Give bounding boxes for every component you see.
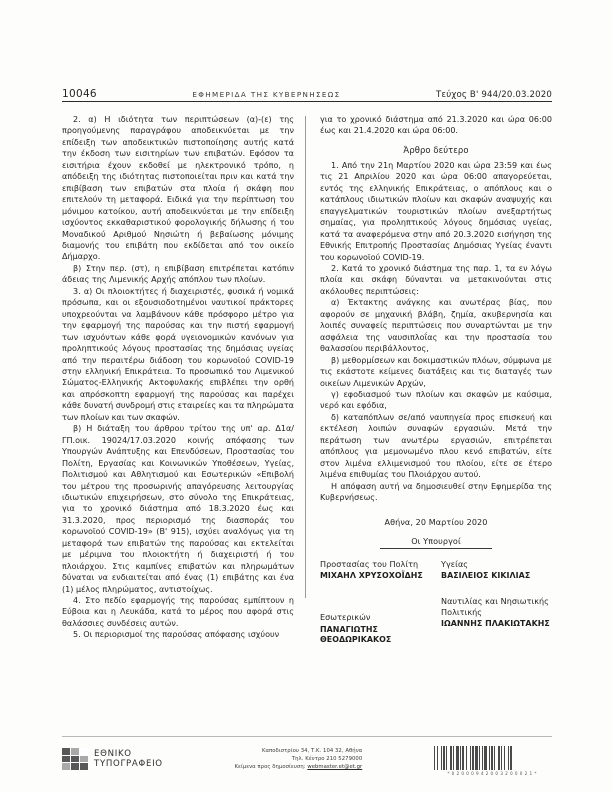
right-column: [302, 114, 552, 645]
signatory: [320, 560, 431, 582]
paragraph: 2. α) Η ιδιότητα των περιπτώσεων (α)-(ε) της προηγούμενης παραγράφου αποδεικνύεται με την επίδειξη των αποδεικτικών πιστοποίησης αυτής κατά την έκδοση των εισιτηρίων των επιβατών. Εφόσον τα εισιτήρια έχουν εκδοθεί με ηλεκτρονικό τρόπο, η απόδειξη της ιδιότητας πιστοποιείται πριν και κατά την επιβίβαση των επιβατών στα πλοία ή σκάφη που επιτελούν τη μεταφορά. Ειδικά για την περίπτωση του μόνιμου κατοίκου, αυτή αποδεικνύεται με την επίδειξη ισχύοντος εκκαθαριστικού φορολογικής δήλωσης ή του Μοναδικού Αριθμού Νησιώτη ή βεβαίωσης μόνιμης διαμονής του επιβάτη που εκδίδεται από τον οικείο Δήμαρχο.: [62, 115, 294, 262]
paragraph-continuation: για το χρονικό διάστημα από 21.3.2020 και ώρα 06:00 έως και 21.4.2020 και ώρα 06:00.: [320, 115, 552, 136]
national-printing-house-logo: [62, 744, 163, 770]
signatory-role: Προστασίας του Πολίτη: [320, 559, 419, 569]
issue-reference: Τεύχος Β' 944/20.03.2020: [436, 90, 552, 100]
page-footer: [62, 744, 552, 786]
signatory-name: ΜΙΧΑΗΛ ΧΡΥΣΟΧΟΪΔΗΣ: [320, 570, 423, 580]
signatory: [441, 560, 552, 582]
paragraph: δ) καταπόπλων σε/από ναυπηγεία προς επισκευή και εκτέλεση λοιπών συναφών εργασιών. Μετά την περάτωση των ανωτέρω εργασιών, επιτρέπεται απόπλους για μεμονωμένο πλου κενό επιβατών, είτε στον λιμένα ελλιμενισμού του πλοίου, είτε σε έτερο λιμένα επιθυμίας του Πλοιάρχου αυτού.: [320, 412, 552, 480]
footer-address: Καποδιστρίου 34, Τ.Κ. 104 32, Αθήνα: [261, 748, 363, 754]
paragraph: β) Η διάταξη του άρθρου τρίτου της υπ' αρ. Δ1α/ΓΠ.οικ. 19024/17.03.2020 κοινής απόφασης των Υπουργών Ανάπτυξης και Επενδύσεων, Προστασίας του Πολίτη, Εργασίας και Κοινωνικών Υποθέσεων, Υγείας, Πολιτισμού και Αθλητισμού και Εσωτερικών «Επιβολή του μέτρου της προσωρινής απαγόρευσης λειτουργίας ιδιωτικών επιχειρήσεων, στο σύνολο της Επικράτειας, για το χρονικό διάστημα από 18.3.2020 έως και 31.3.2020, προς περιορισμό της διασποράς του κορωνοϊού COVID-19» (Β' 915), ισχύει αναλόγως για τη μεταφορά των επιβατών της παρούσας και εκτελείται με μέριμνα του πλοιοκτήτη ή διαχειριστή ή του πλοιάρχου. Στις καμπίνες επιβατών και πληρωμάτων δύναται να ενδιαιτείται από ένας (1) επιβάτης και ένα (1) μέλος πληρώματος, αντιστοίχως.: [62, 424, 294, 594]
signatory-role: Εσωτερικών: [320, 613, 371, 623]
gazette-title: ΕΦΗΜΕΡΙΔΑ ΤΗΣ ΚΥΒΕΡΝΗΣΕΩΣ: [192, 90, 341, 99]
signatory-name: ΙΩΑΝΝΗΣ ΠΛΑΚΙΩΤΑΚΗΣ: [441, 619, 550, 629]
paragraph: α) Έκτακτης ανάγκης και ανωτέρας βίας, που αφορούν σε μηχανική βλάβη, ζημία, ακυβερνησία και λοιπές συναφείς περιπτώσεις που συναρτώνται με την ασφάλεια της ναυσιπλοΐας και την προστασία του θαλασσίου περιβάλλοντος,: [320, 298, 552, 354]
signature-heading: Οι Υπουργοί: [380, 537, 492, 549]
barcode-bars: [434, 746, 552, 770]
running-head: [62, 80, 552, 100]
page-number: 10046: [62, 88, 97, 100]
paragraph: Η απόφαση αυτή να δημοσιευθεί στην Εφημερίδα της Κυβερνήσεως.: [320, 481, 552, 503]
footer-contact: [235, 744, 363, 771]
paragraph: 5. Οι περιορισμοί της παρούσας απόφασης ισχύουν: [73, 630, 280, 640]
barcode: [434, 744, 552, 776]
signatories-column-right: [441, 560, 552, 662]
paragraph: β) Στην περ. (στ), η επιβίβαση επιτρέπεται κατόπιν άδειας της Λιμενικής Αρχής απόπλου των πλοίων.: [62, 263, 294, 285]
header-rule: [62, 101, 552, 102]
footer-rule: [62, 736, 552, 737]
barcode-digits: *02000942003200021*: [447, 771, 539, 776]
signature-city-date: Αθήνα, 20 Μαρτίου 2020: [384, 517, 488, 527]
signatory: [320, 613, 431, 645]
footer-submission-line: [235, 763, 363, 771]
signatory-role: Υγείας: [441, 559, 469, 569]
signatory-name: ΒΑΣΙΛΕΙΟΣ ΚΙΚΙΛΙΑΣ: [441, 570, 531, 580]
paragraph: 4. Στο πεδίο εφαρμογής της παρούσας εμπίπτουν η Εύβοια και η Λευκάδα, κατά το μέρος που αφορά στις θαλάσσιες συνδέσεις αυτών.: [62, 596, 294, 628]
signatories-column-left: [320, 560, 431, 662]
brand-line-2: ΤΥΠΟΓΡΑΦΕΙΟ: [94, 759, 163, 769]
signatory-name: ΠΑΝΑΓΙΩΤΗΣ ΘΕΟΔΩΡΙΚΑΚΟΣ: [320, 624, 392, 645]
footer-submission-email: webmaster.et@et.gr: [307, 764, 363, 771]
footer-phone: Τηλ. Κέντρο 210 5279000: [291, 756, 363, 763]
paragraph: β) μεθορμίσεων και δοκιμαστικών πλόων, σύμφωνα με τις εκάστοτε κείμενες διατάξεις και τις διαταγές των οικείων Λιμενικών Αρχών,: [320, 355, 552, 388]
body-columns: [62, 114, 552, 645]
signature-block: [320, 518, 552, 662]
signatory: [441, 597, 552, 629]
brand-line-1: ΕΘΝΙΚΟ: [94, 748, 132, 759]
left-column: [62, 114, 302, 640]
paragraph: 2. Κατά το χρονικό διάστημα της παρ. 1, τα εν λόγω πλοία και σκάφη δύνανται να μετακινούνται στις ακόλουθες περιπτώσεις:: [320, 263, 552, 296]
footer-submission-label: Κείμενα προς δημοσίευση:: [234, 764, 306, 771]
paragraph: 3. α) Οι πλοιοκτήτες ή διαχειριστές, φυσικά ή νομικά πρόσωπα, και οι εξουσιοδοτημένοι ναυτικοί πράκτορες υποχρεούνται να λαμβάνουν κάθε πρόσφορο μέτρο για την εφαρμογή της παρούσας και την πιστή εφαρμογή των ισχυόντων κάθε φορά υγειονομικών κανόνων για προληπτικούς λόγους προστασίας της δημόσιας υγείας από την περαιτέρω διάδοση του κορωνοϊού COVID-19 στην ελληνική Επικράτεια. Το προσωπικό του Λιμενικού Σώματος-Ελληνικής Ακτοφυλακής επιβλέπει την ορθή και απρόσκοπτη εφαρμογή της παρούσας και παρέχει κάθε δυνατή συνδρομή στις εταιρείες και τα πληρώματα των πλοίων και των σκαφών.: [62, 286, 294, 422]
signatories-grid: [320, 560, 552, 662]
signatory-role: Ναυτιλίας και Νησιωτικής Πολιτικής: [441, 597, 549, 617]
paragraph: γ) εφοδιασμού των πλοίων και σκαφών με καύσιμα, νερό και εφόδια,: [320, 389, 552, 411]
signature-spacer: [320, 597, 431, 613]
brand-text: [94, 749, 163, 769]
emblem-icon: [62, 748, 88, 770]
article-heading: Άρθρο δεύτερο: [403, 144, 469, 155]
paragraph: 1. Από την 21η Μαρτίου 2020 και ώρα 23:59 και έως τις 21 Απριλίου 2020 και ώρα 06:00 απαγορεύεται, εντός της ελληνικής Επικράτειας, ο απόπλους και ο κατάπλους ιδιωτικών πλοίων και σκαφών αναψυχής και επαγγελματικών τουριστικών πλοίων ανεξαρτήτως σημαίας, για προληπτικούς λόγους δημόσιας υγείας, κατά τα αναφερόμενα στην από 20.3.2020 εισήγηση της Εθνικής Επιτροπής Προστασίας Δημόσιας Υγείας έναντι του κορωνοϊού COVID-19.: [320, 160, 552, 262]
